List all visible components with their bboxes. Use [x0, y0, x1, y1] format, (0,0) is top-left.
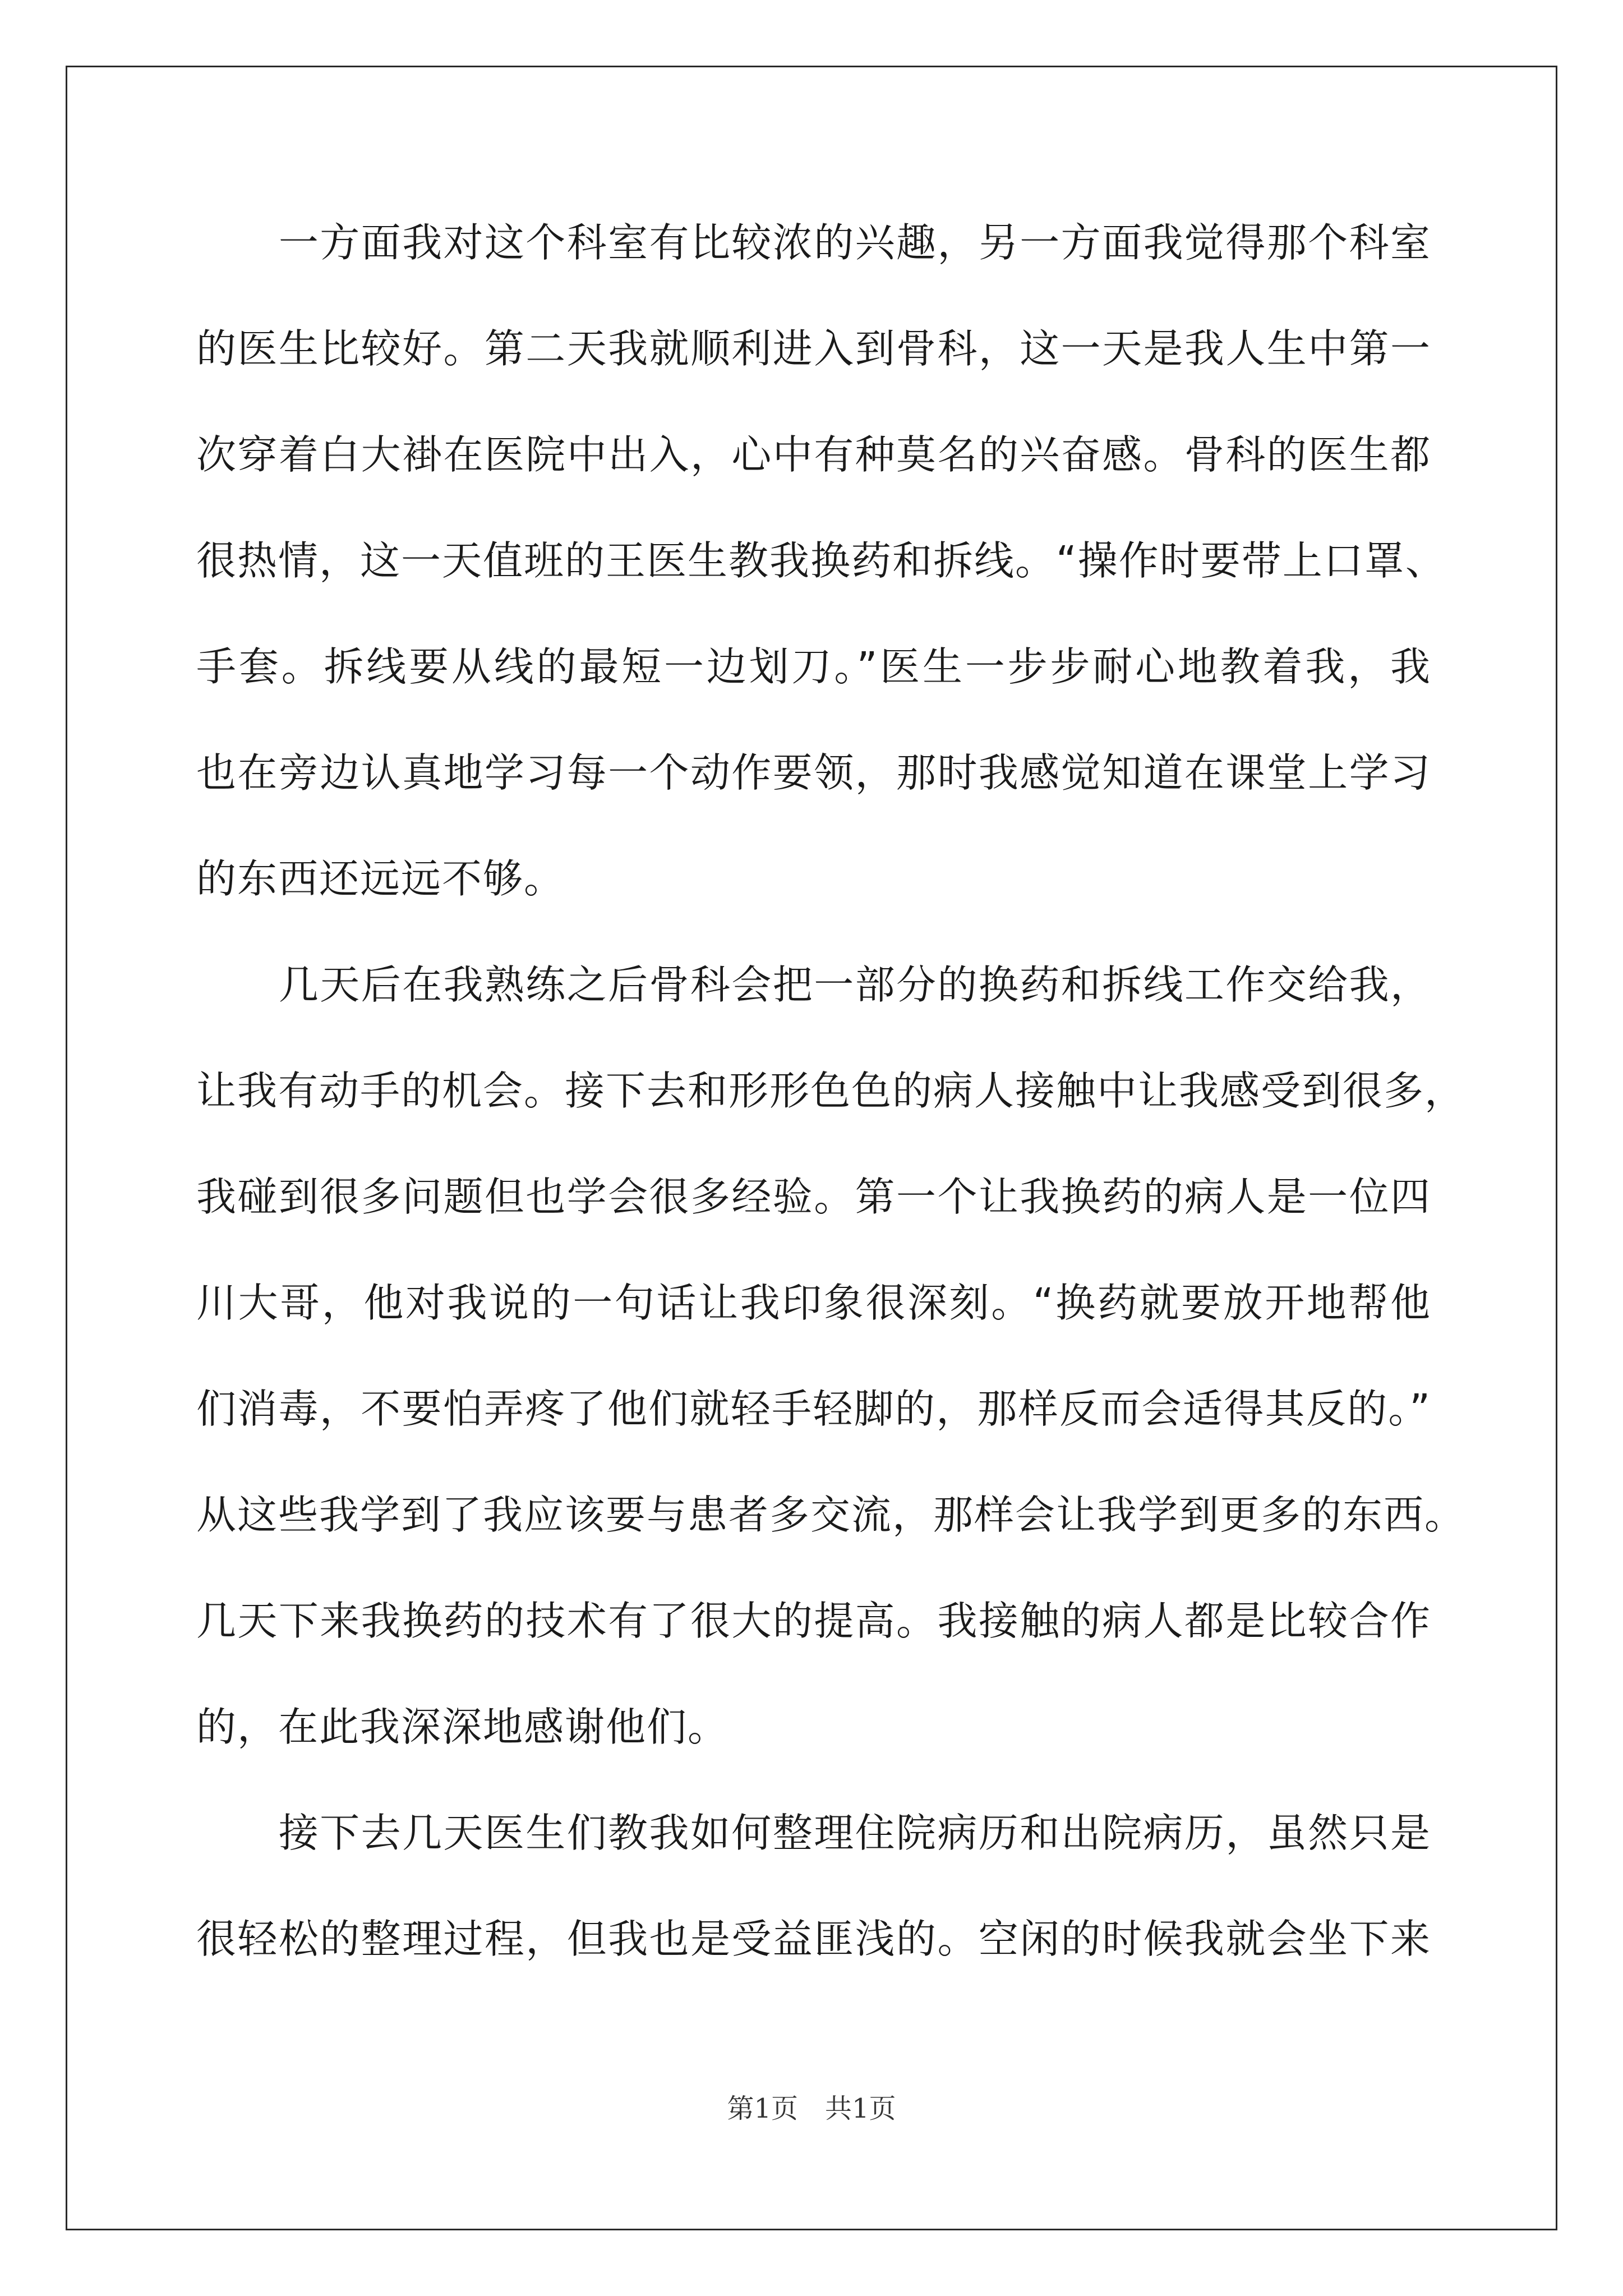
text-line: 几天后在我熟练之后骨科会把一部分的换药和拆线工作交给我，: [196, 961, 1431, 1008]
text-line: 的东西还远远不够。: [196, 855, 565, 902]
paragraph-2: [196, 960, 1466, 1808]
text-line: 从这些我学到了我应该要与患者多交流，那样会让我学到更多的东西。: [196, 1492, 1466, 1538]
text-line: 川大哥，他对我说的一句话让我印象很深刻。“换药就要放开地帮他: [196, 1280, 1431, 1326]
document-body: [196, 218, 1466, 2020]
text-line: 几天下来我换药的技术有了很大的提高。我接触的病人都是比较合作: [196, 1598, 1431, 1644]
text-line: 也在旁边认真地学习每一个动作要领，那时我感觉知道在课堂上学习: [196, 749, 1431, 796]
text-line: 很轻松的整理过程，但我也是受益匪浅的。空闲的时候我就会坐下来: [196, 1916, 1431, 1962]
paragraph-3: [196, 1808, 1431, 2020]
text-line: 次穿着白大褂在医院中出入，心中有种莫名的兴奋感。骨科的医生都: [196, 431, 1431, 478]
text-line: 们消毒，不要怕弄疼了他们就轻手轻脚的，那样反而会适得其反的。”: [196, 1386, 1431, 1432]
text-line: 的，在此我深深地感谢他们。: [196, 1704, 729, 1750]
text-line: 很热情，这一天值班的王医生教我换药和拆线。“操作时要带上口罩、: [196, 537, 1446, 584]
text-line: 我碰到很多问题但也学会很多经验。第一个让我换药的病人是一位四: [196, 1174, 1431, 1220]
text-line: 的医生比较好。第二天我就顺利进入到骨科，这一天是我人生中第一: [196, 325, 1431, 372]
text-line: 手套。拆线要从线的最短一边划刀。”医生一步步耐心地教着我，我: [196, 643, 1431, 690]
page-footer: 第1页 共1页: [727, 2093, 896, 2124]
text-line: 接下去几天医生们教我如何整理住院病历和出院病历，虽然只是: [196, 1810, 1431, 1856]
paragraph-1: [196, 218, 1446, 960]
text-line: 一方面我对这个科室有比较浓的兴趣，另一方面我觉得那个科室: [196, 219, 1431, 266]
text-line: 让我有动手的机会。接下去和形形色色的病人接触中让我感受到很多，: [196, 1068, 1466, 1114]
